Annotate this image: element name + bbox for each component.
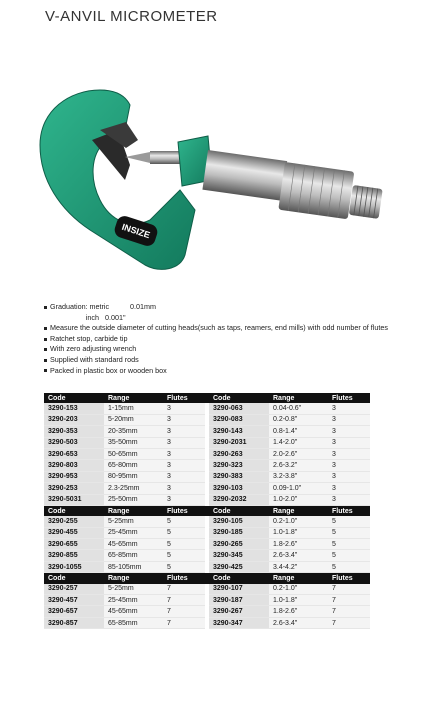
cell-flutes: 5 <box>328 550 370 561</box>
cell-code: 3290-855 <box>44 550 104 561</box>
cell-code: 3290-105 <box>209 516 269 527</box>
cell-range: 1-15mm <box>104 403 163 414</box>
cell-code: 3290-857 <box>44 618 104 629</box>
spec-list <box>44 302 388 376</box>
table-row <box>44 403 370 414</box>
cell-flutes: 3 <box>328 460 370 471</box>
cell-range: 0.2-1.0" <box>269 516 328 527</box>
cell-range: 80-95mm <box>104 472 163 483</box>
cell-code: 3290-2031 <box>209 438 269 449</box>
cell-code: 3290-267 <box>209 606 269 617</box>
table-row <box>44 516 370 527</box>
cell-code: 3290-347 <box>209 618 269 629</box>
cell-flutes: 3 <box>163 483 205 494</box>
cell-code: 3290-425 <box>209 562 269 573</box>
bullet-icon <box>44 338 47 341</box>
spec-graduation-metric: Graduation: metric 0.01mm <box>44 302 388 313</box>
cell-flutes: 3 <box>163 495 205 506</box>
cell-flutes: 5 <box>163 550 205 561</box>
cell-code: 3290-2032 <box>209 495 269 506</box>
cell-flutes: 5 <box>328 516 370 527</box>
cell-code: 3290-323 <box>209 460 269 471</box>
column-header-range: Range <box>269 393 328 403</box>
cell-code: 3290-353 <box>44 426 104 437</box>
column-header-code: Code <box>44 573 104 583</box>
cell-range: 1.8-2.6" <box>269 606 328 617</box>
cell-flutes: 7 <box>163 584 205 595</box>
cell-range: 25-45mm <box>104 595 163 606</box>
cell-code: 3290-455 <box>44 528 104 539</box>
table-row <box>44 539 370 550</box>
table-row <box>44 595 370 606</box>
cell-range: 2.6-3.4" <box>269 618 328 629</box>
cell-range: 2.0-2.6" <box>269 449 328 460</box>
cell-range: 3.2-3.8" <box>269 472 328 483</box>
column-header-code: Code <box>209 393 269 403</box>
cell-flutes: 7 <box>163 595 205 606</box>
table-row <box>44 438 370 449</box>
cell-flutes: 3 <box>328 449 370 460</box>
cell-flutes: 5 <box>163 528 205 539</box>
cell-range: 0.2-0.8" <box>269 415 328 426</box>
cell-range: 20-35mm <box>104 426 163 437</box>
bullet-icon <box>44 348 47 351</box>
cell-range: 2.3-25mm <box>104 483 163 494</box>
micrometer-image <box>30 70 410 295</box>
cell-code: 3290-953 <box>44 472 104 483</box>
table-header-row <box>44 573 370 583</box>
column-header-code: Code <box>209 506 269 516</box>
cell-flutes: 7 <box>328 618 370 629</box>
cell-code: 3290-653 <box>44 449 104 460</box>
cell-range: 65-85mm <box>104 550 163 561</box>
cell-flutes: 5 <box>328 528 370 539</box>
bullet-icon <box>44 369 47 372</box>
table-row <box>44 415 370 426</box>
cell-flutes: 3 <box>163 460 205 471</box>
table-row <box>44 472 370 483</box>
cell-range: 3.4-4.2" <box>269 562 328 573</box>
cell-range: 45-65mm <box>104 539 163 550</box>
cell-code: 3290-187 <box>209 595 269 606</box>
cell-flutes: 5 <box>328 539 370 550</box>
cell-flutes: 5 <box>163 516 205 527</box>
column-header-flutes: Flutes <box>328 506 370 516</box>
table-row <box>44 550 370 561</box>
cell-flutes: 3 <box>163 426 205 437</box>
cell-range: 2.6-3.2" <box>269 460 328 471</box>
cell-range: 35-50mm <box>104 438 163 449</box>
cell-code: 3290-345 <box>209 550 269 561</box>
cell-flutes: 3 <box>163 449 205 460</box>
cell-range: 0.2-1.0" <box>269 584 328 595</box>
cell-code: 3290-657 <box>44 606 104 617</box>
cell-range: 1.0-1.8" <box>269 528 328 539</box>
bullet-icon <box>44 359 47 362</box>
cell-flutes: 5 <box>163 539 205 550</box>
column-header-code: Code <box>209 573 269 583</box>
column-header-range: Range <box>104 573 163 583</box>
cell-range: 1.8-2.6" <box>269 539 328 550</box>
cell-range: 65-85mm <box>104 618 163 629</box>
cell-flutes: 3 <box>163 472 205 483</box>
cell-flutes: 3 <box>163 438 205 449</box>
cell-code: 3290-063 <box>209 403 269 414</box>
cell-range: 85-105mm <box>104 562 163 573</box>
cell-range: 5-25mm <box>104 516 163 527</box>
cell-code: 3290-257 <box>44 584 104 595</box>
cell-range: 25-45mm <box>104 528 163 539</box>
spec-item: Supplied with standard rods <box>44 355 388 366</box>
cell-flutes: 7 <box>163 606 205 617</box>
cell-flutes: 3 <box>328 472 370 483</box>
cell-flutes: 5 <box>328 562 370 573</box>
table-row <box>44 618 370 629</box>
table-row <box>44 562 370 573</box>
column-header-flutes: Flutes <box>163 393 205 403</box>
cell-flutes: 3 <box>328 403 370 414</box>
brand-logo: INSIZE <box>120 221 152 241</box>
spec-item: With zero adjusting wrench <box>44 344 388 355</box>
column-header-flutes: Flutes <box>163 573 205 583</box>
cell-range: 1.4-2.0" <box>269 438 328 449</box>
cell-flutes: 3 <box>328 495 370 506</box>
cell-code: 3290-5031 <box>44 495 104 506</box>
cell-flutes: 3 <box>328 483 370 494</box>
cell-code: 3290-383 <box>209 472 269 483</box>
table-row <box>44 584 370 595</box>
table-row <box>44 426 370 437</box>
column-header-flutes: Flutes <box>328 393 370 403</box>
cell-code: 3290-1055 <box>44 562 104 573</box>
cell-flutes: 3 <box>163 403 205 414</box>
spec-graduation-inch: inch 0.001" <box>85 312 126 322</box>
cell-code: 3290-803 <box>44 460 104 471</box>
cell-code: 3290-153 <box>44 403 104 414</box>
cell-range: 65-80mm <box>104 460 163 471</box>
cell-code: 3290-143 <box>209 426 269 437</box>
cell-flutes: 3 <box>328 415 370 426</box>
cell-code: 3290-083 <box>209 415 269 426</box>
cell-flutes: 7 <box>328 584 370 595</box>
cell-flutes: 3 <box>328 438 370 449</box>
cell-flutes: 5 <box>163 562 205 573</box>
cell-code: 3290-457 <box>44 595 104 606</box>
cell-range: 0.09-1.0" <box>269 483 328 494</box>
table-row <box>44 449 370 460</box>
bullet-icon <box>44 306 47 309</box>
cell-code: 3290-103 <box>209 483 269 494</box>
cell-code: 3290-263 <box>209 449 269 460</box>
cell-flutes: 7 <box>163 618 205 629</box>
cell-flutes: 7 <box>328 595 370 606</box>
table-row <box>44 460 370 471</box>
cell-code: 3290-107 <box>209 584 269 595</box>
cell-range: 25-50mm <box>104 495 163 506</box>
column-header-range: Range <box>104 506 163 516</box>
cell-code: 3290-655 <box>44 539 104 550</box>
column-header-range: Range <box>269 506 328 516</box>
cell-code: 3290-203 <box>44 415 104 426</box>
table-row <box>44 528 370 539</box>
cell-range: 45-65mm <box>104 606 163 617</box>
table-header-row <box>44 393 370 403</box>
column-header-code: Code <box>44 506 104 516</box>
cell-range: 0.04-0.6" <box>269 403 328 414</box>
column-header-flutes: Flutes <box>328 573 370 583</box>
cell-range: 50-65mm <box>104 449 163 460</box>
bullet-icon <box>44 327 47 330</box>
spec-table <box>44 393 370 629</box>
table-row <box>44 495 370 506</box>
spec-item: Packed in plastic box or wooden box <box>44 366 388 377</box>
cell-code: 3290-503 <box>44 438 104 449</box>
cell-range: 2.6-3.4" <box>269 550 328 561</box>
spec-item: Measure the outside diameter of cutting heads(such as taps, reamers, end mills) with odd number of flutes <box>44 323 388 334</box>
spec-item: Ratchet stop, carbide tip <box>44 334 388 345</box>
cell-code: 3290-255 <box>44 516 104 527</box>
column-header-range: Range <box>269 573 328 583</box>
cell-range: 5-25mm <box>104 584 163 595</box>
cell-code: 3290-185 <box>209 528 269 539</box>
column-header-range: Range <box>104 393 163 403</box>
cell-flutes: 7 <box>328 606 370 617</box>
table-row <box>44 483 370 494</box>
table-row <box>44 606 370 617</box>
column-header-code: Code <box>44 393 104 403</box>
page-title: V-ANVIL MICROMETER <box>45 8 218 25</box>
cell-range: 1.0-1.8" <box>269 595 328 606</box>
cell-range: 0.8-1.4" <box>269 426 328 437</box>
cell-flutes: 3 <box>328 426 370 437</box>
column-header-flutes: Flutes <box>163 506 205 516</box>
cell-range: 5-20mm <box>104 415 163 426</box>
table-header-row <box>44 506 370 516</box>
cell-code: 3290-253 <box>44 483 104 494</box>
cell-range: 1.0-2.0" <box>269 495 328 506</box>
cell-flutes: 3 <box>163 415 205 426</box>
cell-code: 3290-265 <box>209 539 269 550</box>
